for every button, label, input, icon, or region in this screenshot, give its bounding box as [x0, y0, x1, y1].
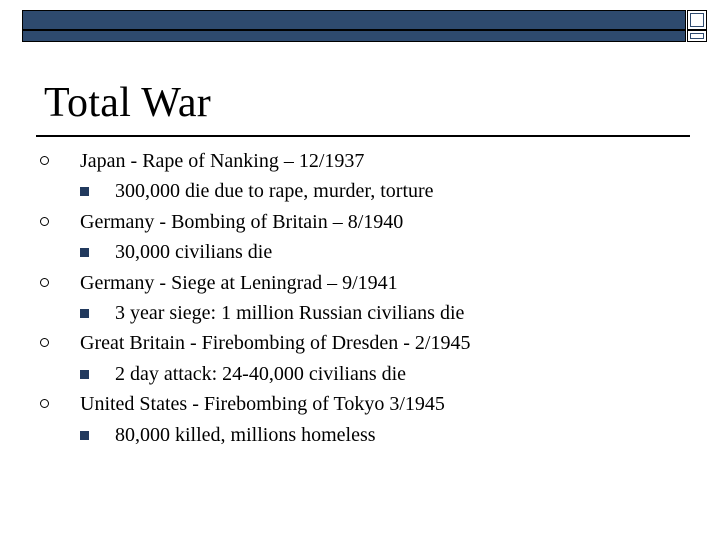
bullet-item	[0, 207, 720, 237]
bullet-item	[0, 146, 720, 176]
header-bar-bottom	[22, 30, 686, 42]
sub-bullet-item	[0, 176, 720, 206]
bullet-item	[0, 328, 720, 358]
hollow-circle-bullet-icon	[40, 399, 49, 408]
slide-title: Total War	[44, 80, 212, 126]
bullet-text: Germany - Bombing of Britain – 8/1940	[80, 210, 404, 233]
sub-bullet-item	[0, 298, 720, 328]
bullet-item	[0, 389, 720, 419]
header-band	[22, 10, 708, 44]
square-bullet-icon	[80, 187, 89, 196]
sub-bullet-text: 2 day attack: 24-40,000 civilians die	[115, 362, 407, 385]
bullet-text: United States - Firebombing of Tokyo 3/1945	[80, 393, 445, 416]
sub-bullet-text: 3 year siege: 1 million Russian civilians die	[115, 301, 465, 324]
header-square-top	[687, 10, 707, 30]
hollow-circle-bullet-icon	[40, 338, 49, 347]
square-bullet-icon	[80, 370, 89, 379]
bullet-list	[0, 146, 720, 450]
square-bullet-icon	[80, 431, 89, 440]
header-square-bottom	[687, 30, 707, 42]
title-divider	[36, 135, 690, 137]
sub-bullet-item	[0, 359, 720, 389]
bullet-text: Germany - Siege at Leningrad – 9/1941	[80, 271, 398, 294]
sub-bullet-text: 30,000 civilians die	[115, 241, 273, 264]
bullet-text: Great Britain - Firebombing of Dresden - 2/1945	[80, 332, 471, 355]
hollow-circle-bullet-icon	[40, 156, 49, 165]
sub-bullet-text: 300,000 die due to rape, murder, torture	[115, 180, 434, 203]
sub-bullet-item	[0, 420, 720, 450]
square-bullet-icon	[80, 248, 89, 257]
header-bar-top	[22, 10, 686, 30]
hollow-circle-bullet-icon	[40, 217, 49, 226]
hollow-circle-bullet-icon	[40, 278, 49, 287]
sub-bullet-text: 80,000 killed, millions homeless	[115, 423, 376, 446]
bullet-item	[0, 268, 720, 298]
sub-bullet-item	[0, 237, 720, 267]
square-bullet-icon	[80, 309, 89, 318]
bullet-text: Japan - Rape of Nanking – 12/1937	[80, 150, 365, 172]
